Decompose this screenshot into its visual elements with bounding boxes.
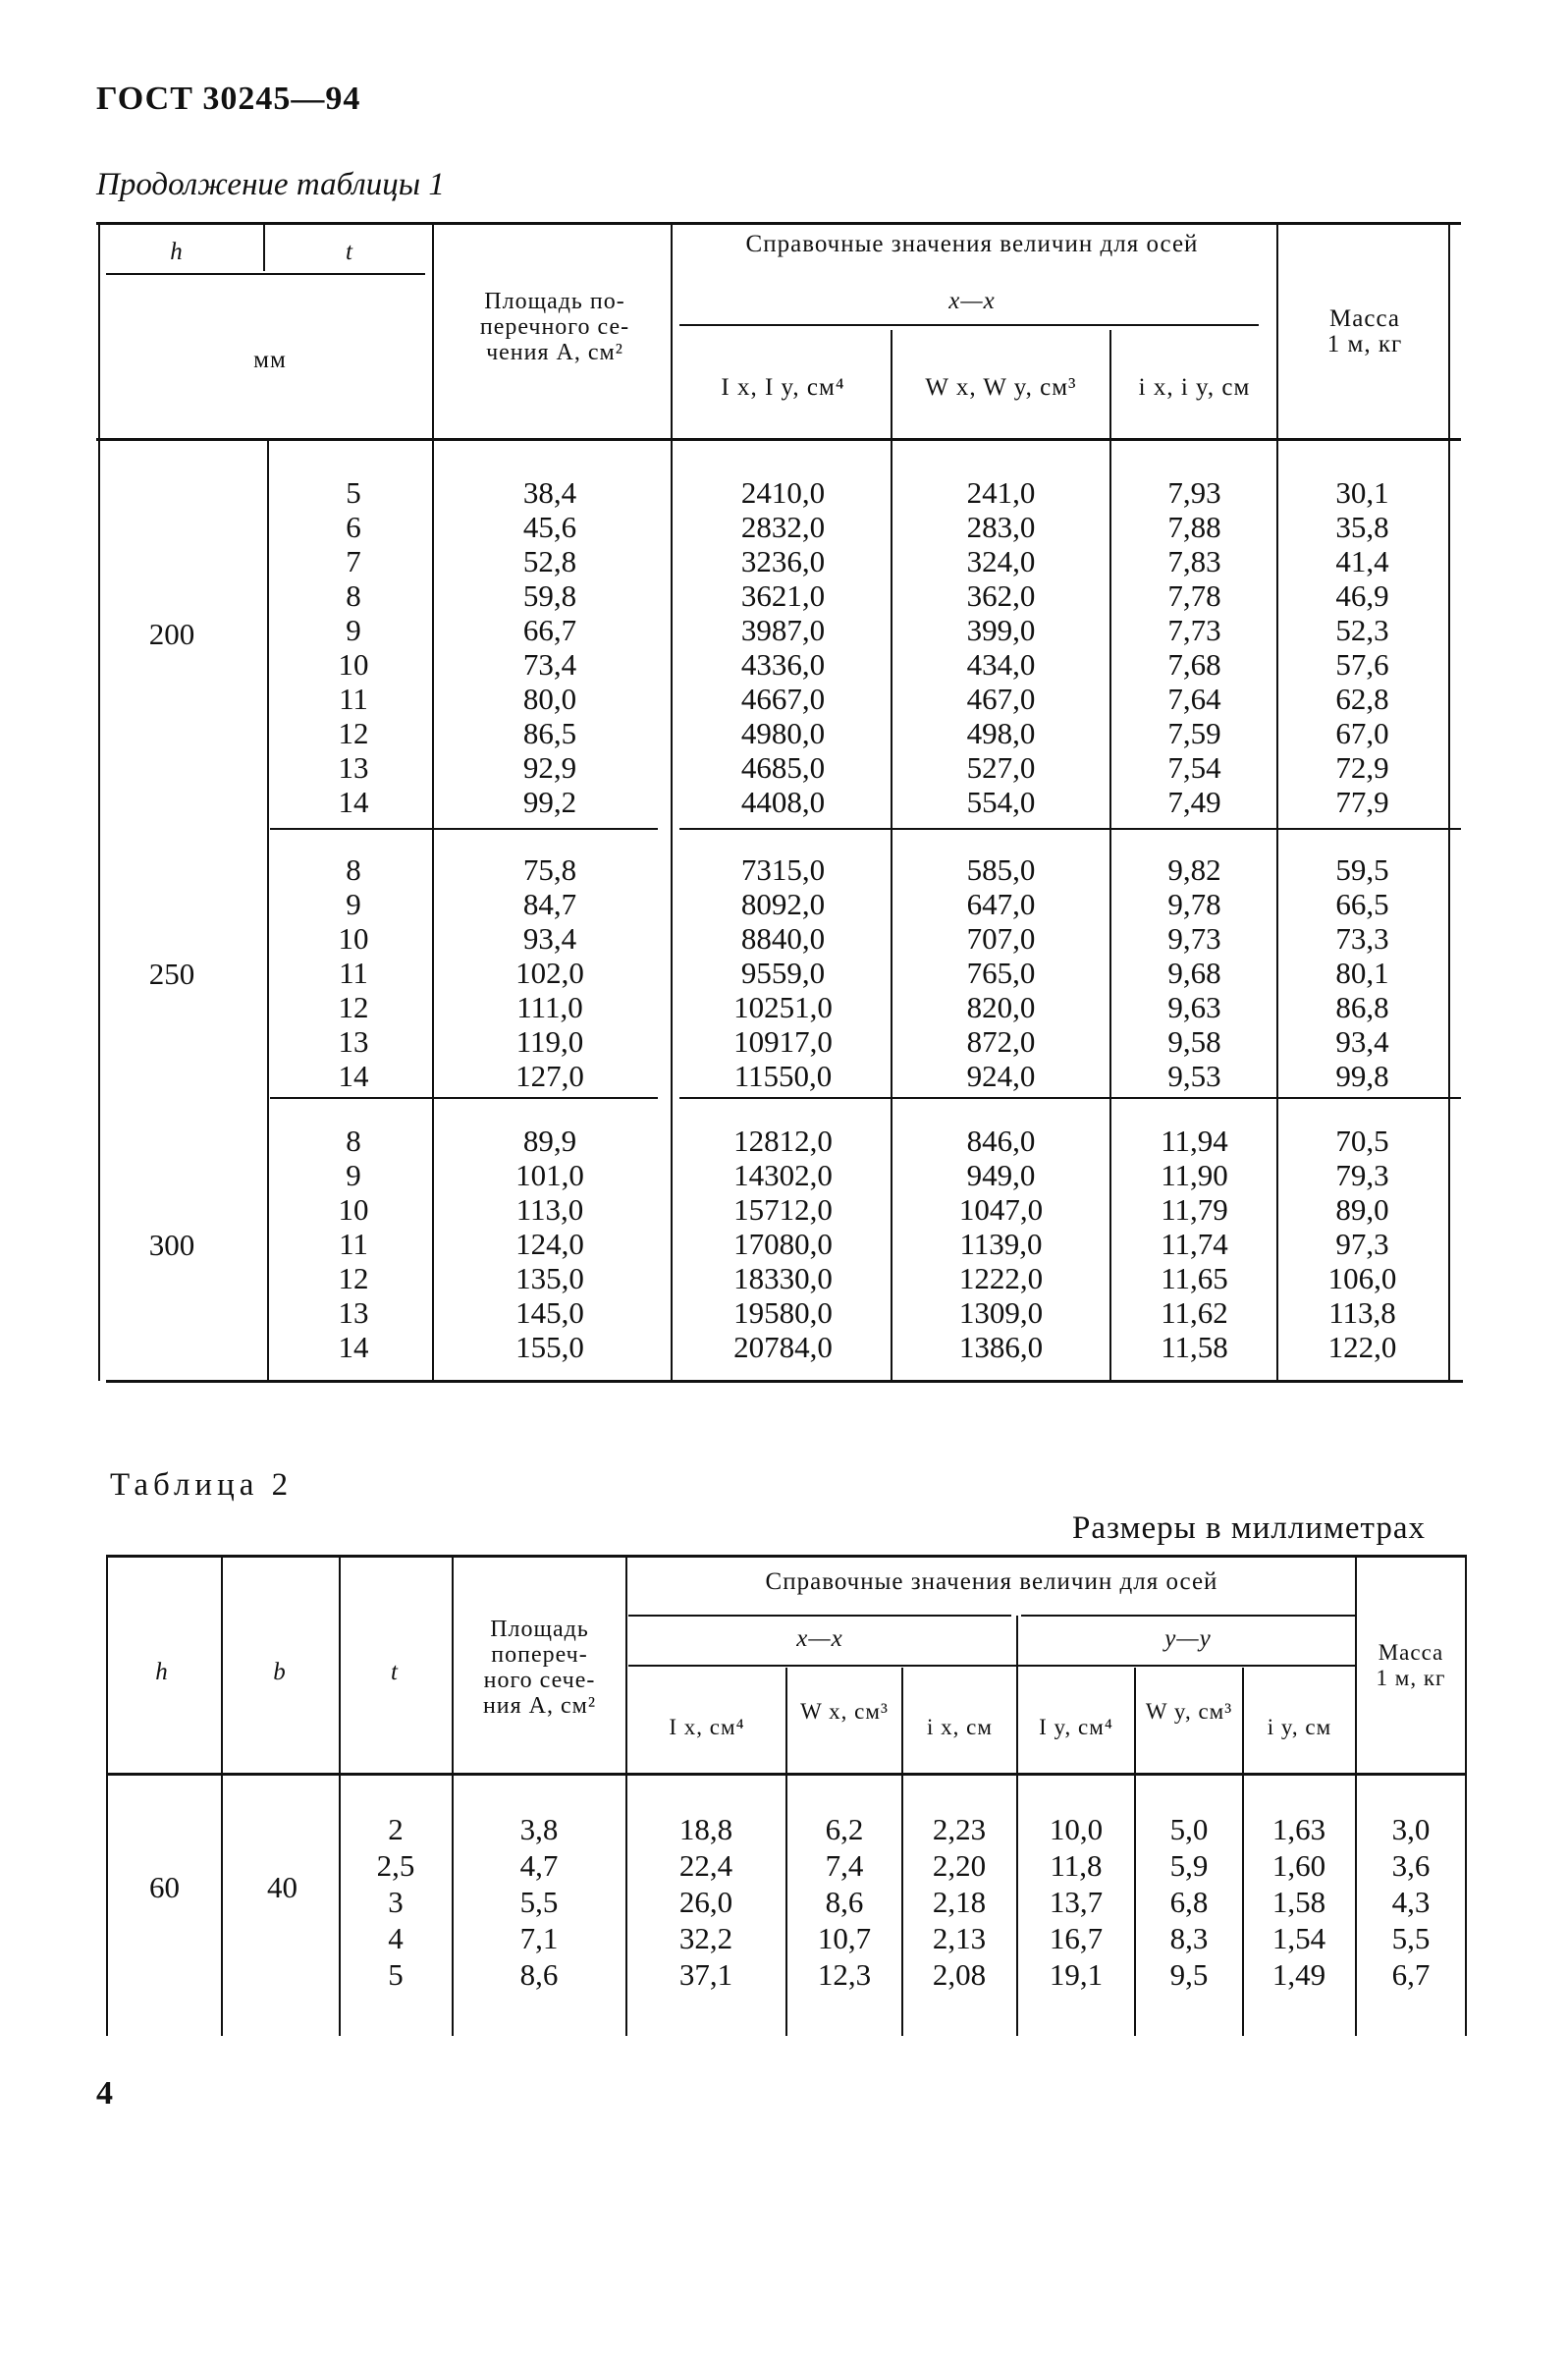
- t1-cell: 7315,0: [740, 852, 826, 887]
- t1-cell: 20784,0: [733, 1330, 833, 1364]
- t1-cell: 106,0: [1327, 1261, 1397, 1295]
- t1-col-t-h200: [295, 475, 412, 819]
- t1-cell: 11: [339, 682, 368, 716]
- t1-col-w-h300: [895, 1124, 1107, 1364]
- t1-cell: 12: [338, 1261, 369, 1295]
- t1-cell: 135,0: [515, 1261, 584, 1295]
- t1-cell: 10917,0: [733, 1024, 833, 1059]
- t1-cell: 6: [346, 510, 361, 544]
- t2-col-iy: [1019, 1811, 1133, 1993]
- t2-col-ry: [1245, 1811, 1353, 1993]
- t2-cell: 1,58: [1271, 1885, 1326, 1919]
- t1-col-area-h200: [442, 475, 658, 819]
- t2-header-ix: I x, см⁴: [669, 1715, 745, 1739]
- t1-cell: 14: [338, 1059, 369, 1093]
- t1-cell: 66,7: [522, 613, 577, 647]
- t2-cell: 7,1: [519, 1921, 559, 1955]
- t1-cell: 113,0: [515, 1192, 584, 1227]
- t1-cell: 7,59: [1167, 716, 1221, 750]
- t1-cell: 7,64: [1167, 682, 1221, 716]
- t2-cell: 4: [388, 1921, 404, 1955]
- t2-cell: 2,20: [932, 1848, 987, 1883]
- table2-label: Таблица 2: [110, 1467, 294, 1503]
- t1-cell: 52,3: [1335, 613, 1389, 647]
- t2-col-mass: [1358, 1811, 1464, 1993]
- t1-group-h-300: 300: [148, 1228, 195, 1262]
- t1-header-r: i x, i y, см: [1138, 374, 1251, 401]
- t1-header-area: Площадь по- перечного се- чения A, см²: [479, 289, 630, 365]
- t1-cell: 30,1: [1335, 475, 1389, 510]
- t1-header-h: h: [170, 239, 184, 265]
- t2-cell: 9,5: [1169, 1957, 1209, 1992]
- t1-col-r-h250: [1113, 852, 1275, 1093]
- t1-cell: 399,0: [966, 613, 1036, 647]
- t2-cell: 13,7: [1049, 1885, 1104, 1919]
- t1-cell: 3621,0: [740, 578, 826, 613]
- t1-cell: 14: [338, 1330, 369, 1364]
- t1-cell: 12812,0: [733, 1124, 833, 1158]
- t2-cell: 3,8: [519, 1812, 559, 1846]
- t1-cell: 99,8: [1335, 1059, 1389, 1093]
- t1-header-mass: Масса 1 м, кг: [1326, 305, 1403, 357]
- t1-cell: 77,9: [1335, 785, 1389, 819]
- t1-cell: 10: [338, 1192, 369, 1227]
- t1-cell: 145,0: [515, 1295, 584, 1330]
- t1-cell: 7,68: [1167, 647, 1221, 682]
- t1-cell: 11,65: [1161, 1261, 1228, 1295]
- t1-cell: 97,3: [1335, 1227, 1389, 1261]
- t1-cell: 8: [346, 578, 361, 613]
- t1-cell: 4980,0: [740, 716, 826, 750]
- t2-cell: 4,3: [1391, 1885, 1431, 1919]
- t2-cell: 6,8: [1169, 1885, 1209, 1919]
- t2-cell: 12,3: [817, 1957, 872, 1992]
- t1-cell: 3236,0: [740, 544, 826, 578]
- t1-cell: 9,82: [1167, 852, 1221, 887]
- t1-cell: 1139,0: [959, 1227, 1043, 1261]
- t1-col-area-h250: [442, 852, 658, 1093]
- t2-header-reference: Справочные значения величин для осей: [765, 1568, 1218, 1595]
- t2-cell: 2,13: [932, 1921, 987, 1955]
- t2-group-b: 40: [267, 1870, 297, 1904]
- t1-cell: 872,0: [966, 1024, 1036, 1059]
- t2-col-ix: [628, 1811, 784, 1993]
- t1-cell: 111,0: [516, 990, 583, 1024]
- t1-cell: 7,49: [1167, 785, 1221, 819]
- t1-cell: 1047,0: [958, 1192, 1044, 1227]
- t2-cell: 3,0: [1391, 1812, 1431, 1846]
- t1-cell: 127,0: [515, 1059, 584, 1093]
- t2-cell: 10,0: [1049, 1812, 1104, 1846]
- t1-cell: 362,0: [966, 578, 1036, 613]
- t1-cell: 11550,0: [733, 1059, 833, 1093]
- t1-cell: 707,0: [966, 921, 1036, 956]
- t2-cell: 1,60: [1271, 1848, 1326, 1883]
- t1-cell: 765,0: [966, 956, 1036, 990]
- t1-col-t-h300: [295, 1124, 412, 1364]
- t1-cell: 17080,0: [733, 1227, 833, 1261]
- t2-cell: 6,7: [1391, 1957, 1431, 1992]
- t1-col-mass-h300: [1281, 1124, 1443, 1364]
- t1-cell: 4685,0: [740, 750, 826, 785]
- page-number: 4: [96, 2075, 113, 2112]
- t1-cell: 11,74: [1161, 1227, 1228, 1261]
- t1-cell: 122,0: [1327, 1330, 1397, 1364]
- t1-cell: 647,0: [966, 887, 1036, 921]
- t2-cell: 5: [388, 1957, 404, 1992]
- t2-cell: 5,0: [1169, 1812, 1209, 1846]
- t1-header-mm: мм: [253, 347, 287, 373]
- t1-cell: 2832,0: [740, 510, 826, 544]
- t1-cell: 846,0: [966, 1124, 1036, 1158]
- t1-col-mass-h200: [1281, 475, 1443, 819]
- t1-cell: 585,0: [966, 852, 1036, 887]
- t1-cell: 9: [346, 887, 361, 921]
- t1-cell: 7,54: [1167, 750, 1221, 785]
- t1-cell: 93,4: [522, 921, 577, 956]
- t2-col-area: [455, 1811, 623, 1993]
- t1-cell: 124,0: [515, 1227, 584, 1261]
- t2-header-area: Площадь попереч- ного сече- ния A, см²: [482, 1617, 597, 1719]
- t1-cell: 59,5: [1335, 852, 1389, 887]
- t1-cell: 10: [338, 647, 369, 682]
- t1-cell: 9: [346, 1158, 361, 1192]
- t1-cell: 9,73: [1167, 921, 1221, 956]
- t1-cell: 11,90: [1161, 1158, 1228, 1192]
- t1-cell: 4667,0: [740, 682, 826, 716]
- t2-header-axis-xx: x—x: [796, 1625, 843, 1652]
- t2-header-b: b: [273, 1659, 287, 1685]
- t1-cell: 80,1: [1335, 956, 1389, 990]
- t2-header-wy: W y, см³: [1145, 1699, 1233, 1724]
- t1-cell: 45,6: [522, 510, 577, 544]
- t2-col-rx: [904, 1811, 1014, 1993]
- t2-header-h: h: [155, 1659, 169, 1685]
- t1-cell: 62,8: [1335, 682, 1389, 716]
- t2-cell: 19,1: [1049, 1957, 1104, 1992]
- t1-cell: 1222,0: [958, 1261, 1044, 1295]
- t1-cell: 79,3: [1335, 1158, 1389, 1192]
- t1-cell: 11,62: [1161, 1295, 1228, 1330]
- t1-cell: 924,0: [966, 1059, 1036, 1093]
- t1-cell: 7,73: [1167, 613, 1221, 647]
- t2-cell: 3,6: [1391, 1848, 1431, 1883]
- t1-cell: 283,0: [966, 510, 1036, 544]
- t2-cell: 2,18: [932, 1885, 987, 1919]
- t2-cell: 2: [388, 1812, 404, 1846]
- t1-cell: 9559,0: [740, 956, 826, 990]
- t1-cell: 18330,0: [733, 1261, 833, 1295]
- t2-cell: 8,3: [1169, 1921, 1209, 1955]
- t2-header-ry: i y, см: [1267, 1715, 1332, 1739]
- document-code: ГОСТ 30245—94: [96, 81, 361, 117]
- t1-cell: 9,63: [1167, 990, 1221, 1024]
- t1-cell: 38,4: [522, 475, 577, 510]
- t1-col-r-h300: [1113, 1124, 1275, 1364]
- t1-cell: 73,4: [522, 647, 577, 682]
- t1-cell: 102,0: [515, 956, 584, 990]
- t1-cell: 59,8: [522, 578, 577, 613]
- t1-header-w: W x, W y, см³: [925, 374, 1077, 401]
- t1-cell: 70,5: [1335, 1124, 1389, 1158]
- t1-cell: 13: [338, 750, 369, 785]
- t1-cell: 12: [338, 990, 369, 1024]
- t1-col-t-h250: [295, 852, 412, 1093]
- t1-cell: 12: [338, 716, 369, 750]
- t2-cell: 5,5: [519, 1885, 559, 1919]
- t2-col-wx: [788, 1811, 900, 1993]
- t1-cell: 9,68: [1167, 956, 1221, 990]
- t2-cell: 11,8: [1050, 1848, 1103, 1883]
- t1-cell: 86,5: [522, 716, 577, 750]
- t1-cell: 72,9: [1335, 750, 1389, 785]
- t2-cell: 6,2: [825, 1812, 864, 1846]
- t2-header-wx: W x, см³: [800, 1699, 889, 1724]
- t1-cell: 2410,0: [740, 475, 826, 510]
- t2-cell: 4,7: [519, 1848, 559, 1883]
- t1-cell: 9,53: [1167, 1059, 1221, 1093]
- t2-cell: 2,08: [932, 1957, 987, 1992]
- t1-cell: 4408,0: [740, 785, 826, 819]
- t1-cell: 8: [346, 1124, 361, 1158]
- t1-cell: 949,0: [966, 1158, 1036, 1192]
- t2-header-mass: Масса 1 м, кг: [1376, 1640, 1446, 1690]
- t1-cell: 86,8: [1335, 990, 1389, 1024]
- t1-cell: 7,88: [1167, 510, 1221, 544]
- t1-group-h-200: 200: [148, 617, 195, 651]
- t2-cell: 26,0: [678, 1885, 733, 1919]
- t1-cell: 13: [338, 1024, 369, 1059]
- t1-cell: 101,0: [515, 1158, 584, 1192]
- t2-cell: 1,49: [1271, 1957, 1326, 1992]
- t1-col-area-h300: [442, 1124, 658, 1364]
- t1-cell: 84,7: [522, 887, 577, 921]
- t1-cell: 11,58: [1161, 1330, 1228, 1364]
- t1-cell: 155,0: [515, 1330, 584, 1364]
- table2-units-note: Размеры в миллиметрах: [1072, 1510, 1426, 1546]
- t2-cell: 5,5: [1391, 1921, 1431, 1955]
- t1-cell: 7,78: [1167, 578, 1221, 613]
- t1-cell: 14302,0: [733, 1158, 833, 1192]
- t1-cell: 1386,0: [958, 1330, 1044, 1364]
- t1-cell: 35,8: [1335, 510, 1389, 544]
- t1-cell: 554,0: [966, 785, 1036, 819]
- t2-cell: 2,23: [932, 1812, 987, 1846]
- t1-cell: 66,5: [1335, 887, 1389, 921]
- t1-cell: 80,0: [522, 682, 577, 716]
- t1-cell: 7: [346, 544, 361, 578]
- t2-col-t: [342, 1811, 450, 1993]
- t1-cell: 11: [339, 956, 368, 990]
- t2-header-rx: i x, см: [927, 1715, 993, 1739]
- t1-cell: 4336,0: [740, 647, 826, 682]
- t1-col-i-h200: [677, 475, 889, 819]
- t1-cell: 73,3: [1335, 921, 1389, 956]
- t1-cell: 8840,0: [740, 921, 826, 956]
- t1-cell: 820,0: [966, 990, 1036, 1024]
- t1-cell: 46,9: [1335, 578, 1389, 613]
- t2-cell: 2,5: [376, 1848, 415, 1883]
- t2-cell: 22,4: [678, 1848, 733, 1883]
- t1-cell: 7,93: [1167, 475, 1221, 510]
- t1-cell: 9,78: [1167, 887, 1221, 921]
- t2-cell: 5,9: [1169, 1848, 1209, 1883]
- t1-header-axis-xx: x—x: [948, 288, 996, 314]
- t1-cell: 10: [338, 921, 369, 956]
- t1-cell: 75,8: [522, 852, 577, 887]
- t1-cell: 467,0: [966, 682, 1036, 716]
- t1-group-h-250: 250: [148, 957, 195, 991]
- t1-cell: 52,8: [522, 544, 577, 578]
- t1-col-w-h250: [895, 852, 1107, 1093]
- t1-cell: 99,2: [522, 785, 577, 819]
- t2-group-h: 60: [149, 1870, 180, 1904]
- t2-cell: 7,4: [825, 1848, 864, 1883]
- t2-cell: 8,6: [519, 1957, 559, 1992]
- t1-header-reference: Справочные значения величин для осей: [745, 231, 1199, 257]
- t1-cell: 7,83: [1167, 544, 1221, 578]
- t2-cell: 16,7: [1049, 1921, 1104, 1955]
- t1-col-i-h250: [677, 852, 889, 1093]
- t2-cell: 1,63: [1271, 1812, 1326, 1846]
- t1-cell: 41,4: [1335, 544, 1389, 578]
- t1-col-w-h200: [895, 475, 1107, 819]
- t1-cell: 9,58: [1167, 1024, 1221, 1059]
- table1-caption: Продолжение таблицы 1: [96, 167, 445, 202]
- t1-cell: 324,0: [966, 544, 1036, 578]
- t1-cell: 89,9: [522, 1124, 577, 1158]
- t1-cell: 13: [338, 1295, 369, 1330]
- t1-cell: 11: [339, 1227, 368, 1261]
- t1-cell: 11,94: [1161, 1124, 1228, 1158]
- t1-col-i-h300: [677, 1124, 889, 1364]
- t1-cell: 241,0: [966, 475, 1036, 510]
- t1-cell: 93,4: [1335, 1024, 1389, 1059]
- t1-cell: 5: [346, 475, 361, 510]
- t1-header-i: I x, I y, см⁴: [721, 374, 845, 401]
- t2-cell: 8,6: [825, 1885, 864, 1919]
- t1-cell: 113,8: [1328, 1295, 1396, 1330]
- t1-cell: 3987,0: [740, 613, 826, 647]
- t2-col-wy: [1137, 1811, 1241, 1993]
- t1-cell: 15712,0: [733, 1192, 833, 1227]
- t2-cell: 37,1: [678, 1957, 733, 1992]
- t1-cell: 89,0: [1335, 1192, 1389, 1227]
- t1-cell: 57,6: [1335, 647, 1389, 682]
- t1-col-mass-h250: [1281, 852, 1443, 1093]
- t1-cell: 67,0: [1335, 716, 1389, 750]
- t1-cell: 10251,0: [733, 990, 833, 1024]
- t1-cell: 527,0: [966, 750, 1036, 785]
- t2-header-t: t: [391, 1659, 399, 1685]
- t1-cell: 434,0: [966, 647, 1036, 682]
- t1-cell: 19580,0: [733, 1295, 833, 1330]
- t1-cell: 11,79: [1161, 1192, 1228, 1227]
- t2-cell: 3: [388, 1885, 404, 1919]
- t1-cell: 1309,0: [958, 1295, 1044, 1330]
- t2-header-iy: I y, см⁴: [1039, 1715, 1113, 1739]
- t1-cell: 8: [346, 852, 361, 887]
- t2-cell: 10,7: [817, 1921, 872, 1955]
- t2-cell: 32,2: [678, 1921, 733, 1955]
- t2-cell: 18,8: [678, 1812, 733, 1846]
- t2-header-axis-yy: y—y: [1164, 1625, 1212, 1652]
- t1-cell: 119,0: [515, 1024, 584, 1059]
- t1-cell: 14: [338, 785, 369, 819]
- t2-cell: 1,54: [1271, 1921, 1326, 1955]
- t1-col-r-h200: [1113, 475, 1275, 819]
- t1-cell: 8092,0: [740, 887, 826, 921]
- t1-header-t: t: [346, 239, 353, 265]
- t1-cell: 92,9: [522, 750, 577, 785]
- t1-cell: 9: [346, 613, 361, 647]
- t1-cell: 498,0: [966, 716, 1036, 750]
